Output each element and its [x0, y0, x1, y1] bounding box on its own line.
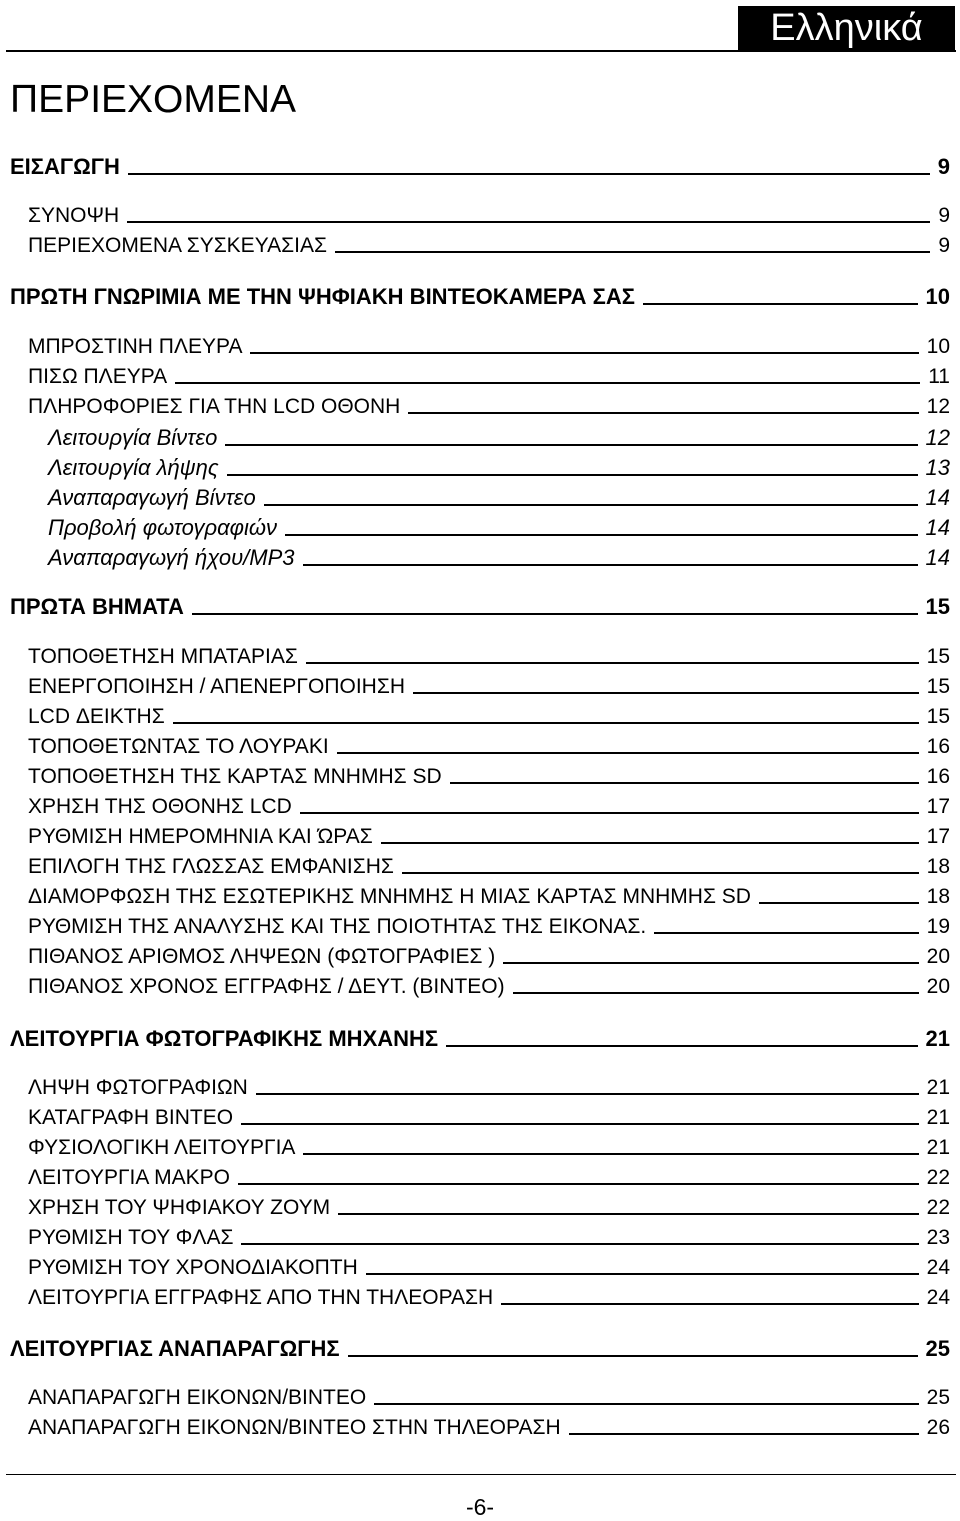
toc-entry[interactable] [28, 1226, 950, 1250]
toc-page-number: 10 [926, 335, 950, 358]
toc-page-number: 24 [926, 1286, 950, 1309]
toc-entry[interactable] [28, 335, 950, 359]
toc-page-number: 20 [926, 945, 950, 968]
toc-page-number: 22 [926, 1166, 950, 1189]
toc-page-number: 22 [926, 1196, 950, 1219]
toc-leader-line [759, 902, 919, 904]
toc-entry-title: ΜΠΡΟΣΤΙΝΗ ΠΛΕΥΡΑ [28, 335, 243, 358]
toc-page-number: 20 [926, 975, 950, 998]
toc-page-number: 14 [925, 515, 950, 540]
toc-page-number: 15 [925, 594, 950, 619]
toc-entry-title: ΠΡΩΤΗ ΓΝΩΡΙΜΙΑ ΜΕ ΤΗΝ ΨΗΦΙΑΚΗ ΒΙΝΤΕΟΚΑΜΕΡΑ ΣΑΣ [10, 284, 635, 309]
toc-entry[interactable] [48, 455, 950, 481]
toc-leader-line [450, 782, 919, 784]
toc-entry[interactable] [28, 204, 950, 228]
toc-page-number: 11 [928, 365, 950, 388]
toc-entry[interactable] [28, 675, 950, 699]
toc-leader-line [300, 812, 919, 814]
toc-entry-title: ΠΡΩΤΑ ΒΗΜΑΤΑ [10, 594, 184, 619]
toc-entry[interactable] [10, 1026, 950, 1052]
toc-leader-line [366, 1273, 919, 1275]
toc-entry[interactable] [28, 705, 950, 729]
toc-entry[interactable] [28, 765, 950, 789]
toc-leader-line [175, 382, 920, 384]
toc-page-number: 18 [926, 855, 950, 878]
toc-leader-line [303, 564, 918, 566]
toc-leader-line [241, 1243, 918, 1245]
toc-entry-title: ΠΙΘΑΝΟΣ ΑΡΙΘΜΟΣ ΛΗΨΕΩΝ (ΦΩΤΟΓΡΑΦΙΕΣ ) [28, 945, 496, 968]
toc-entry[interactable] [28, 1416, 950, 1440]
page-number: -6- [465, 1494, 495, 1520]
toc-entry-title: Λειτουργία Βίντεο [48, 425, 218, 450]
toc-entry-title: ΣΥΝΟΨΗ [28, 204, 120, 227]
toc-entry[interactable] [48, 515, 950, 541]
toc-page-number: 25 [925, 1336, 950, 1361]
header-rule [6, 50, 956, 52]
toc-leader-line [256, 1093, 919, 1095]
toc-page-number: 23 [926, 1226, 950, 1249]
toc-entry-title: ΛΗΨΗ ΦΩΤΟΓΡΑΦΙΩΝ [28, 1076, 248, 1099]
toc-entry-title: ΕΝΕΡΓΟΠΟΙΗΣΗ / ΑΠΕΝΕΡΓΟΠΟΙΗΣΗ [28, 675, 405, 698]
toc-entry[interactable] [28, 945, 950, 969]
toc-leader-line [173, 722, 919, 724]
toc-entry-title: ΤΟΠΟΘΕΤΗΣΗ ΤΗΣ ΚΑΡΤΑΣ ΜΝΗΜΗΣ SD [28, 765, 442, 788]
toc-entry[interactable] [28, 1256, 950, 1280]
toc-page-number: 21 [926, 1076, 950, 1099]
toc-page-number: 17 [926, 795, 950, 818]
toc-entry[interactable] [28, 1136, 950, 1160]
toc-entry[interactable] [28, 1386, 950, 1410]
toc-leader-line [513, 992, 919, 994]
toc-entry-title: Αναπαραγωγή ήχου/MP3 [48, 545, 295, 570]
toc-leader-line [654, 932, 918, 934]
toc-entry[interactable] [28, 645, 950, 669]
toc-entry-title: Αναπαραγωγή Βίντεο [48, 485, 256, 510]
toc-leader-line [303, 1153, 918, 1155]
toc-leader-line [337, 752, 919, 754]
toc-entry-title: ΕΙΣΑΓΩΓΗ [10, 154, 120, 179]
toc-entry-title: ΡΥΘΜΙΣΗ ΤΗΣ ΑΝΑΛΥΣΗΣ ΚΑΙ ΤΗΣ ΠΟΙΟΤΗΤΑΣ ΤΗΣ ΕΙΚΟΝΑΣ. [28, 915, 647, 938]
toc-page-number: 25 [926, 1386, 950, 1409]
toc-page-number: 19 [926, 915, 950, 938]
toc-leader-line [128, 173, 930, 175]
toc-entry[interactable] [28, 855, 950, 879]
toc-entry-title: ΧΡΗΣΗ ΤΟΥ ΨΗΦΙΑΚΟΥ ΖΟΥΜ [28, 1196, 331, 1219]
toc-entry[interactable] [28, 735, 950, 759]
toc-leader-line [192, 613, 918, 615]
toc-entry[interactable] [48, 485, 950, 511]
toc-entry[interactable] [28, 1166, 950, 1190]
toc-leader-line [338, 1213, 919, 1215]
toc-entry-title: ΦΥΣΙΟΛΟΓΙΚΗ ΛΕΙΤΟΥΡΓΙΑ [28, 1136, 296, 1159]
toc-leader-line [264, 504, 918, 506]
toc-page-number: 21 [925, 1026, 950, 1051]
toc-entry[interactable] [28, 1076, 950, 1100]
toc-entry-title: ΑΝΑΠΑΡΑΓΩΓΗ ΕΙΚΟΝΩΝ/ΒΙΝΤΕΟ ΣΤΗΝ ΤΗΛΕΟΡΑΣΗ [28, 1416, 561, 1439]
toc-entry-title: ΤΟΠΟΘΕΤΩΝΤΑΣ ΤΟ ΛΟΥΡΑΚΙ [28, 735, 329, 758]
toc-entry-title: ΡΥΘΜΙΣΗ ΤΟΥ ΦΛΑΣ [28, 1226, 234, 1249]
toc-page-number: 18 [926, 885, 950, 908]
toc-entry[interactable] [48, 425, 950, 451]
toc-leader-line [413, 692, 919, 694]
toc-leader-line [241, 1123, 919, 1125]
toc-entry[interactable] [28, 795, 950, 819]
toc-leader-line [374, 1403, 918, 1405]
toc-page-number: 13 [925, 455, 950, 480]
toc-entry[interactable] [28, 365, 950, 389]
toc-page-number: 12 [926, 395, 950, 418]
toc-entry-title: ΛΕΙΤΟΥΡΓΙΑΣ ΑΝΑΠΑΡΑΓΩΓΗΣ [10, 1336, 340, 1361]
toc-page-number: 21 [926, 1106, 950, 1129]
toc-entry[interactable] [28, 975, 950, 999]
page-title: ΠΕΡΙΕΧΟΜΕΝΑ [10, 78, 297, 121]
toc-entry-title: ΠΙΣΩ ΠΛΕΥΡΑ [28, 365, 168, 388]
toc-page-number: 24 [926, 1256, 950, 1279]
toc-leader-line [569, 1433, 919, 1435]
toc-entry[interactable] [10, 284, 950, 310]
toc-entry[interactable] [28, 885, 950, 909]
toc-leader-line [127, 221, 930, 223]
toc-leader-line [408, 412, 918, 414]
toc-entry[interactable] [10, 594, 950, 620]
toc-entry-title: Προβολή φωτογραφιών [48, 515, 278, 540]
toc-entry-title: ΛΕΙΤΟΥΡΓΙΑ ΕΓΓΡΑΦΗΣ ΑΠΟ ΤΗΝ ΤΗΛΕΟΡΑΣΗ [28, 1286, 494, 1309]
toc-entry-title: ΤΟΠΟΘΕΤΗΣΗ ΜΠΑΤΑΡΙΑΣ [28, 645, 298, 668]
toc-leader-line [503, 962, 918, 964]
toc-leader-line [227, 474, 918, 476]
toc-entry[interactable] [48, 545, 950, 571]
toc-entry-title: Λειτουργία λήψης [48, 455, 219, 480]
toc-page-number: 15 [926, 675, 950, 698]
toc-entry[interactable] [28, 234, 950, 258]
footer-rule [6, 1474, 956, 1475]
toc-entry[interactable] [28, 825, 950, 849]
toc-page-number: 10 [925, 284, 950, 309]
toc-entry-title: ΠΛΗΡΟΦΟΡΙΕΣ ΓΙΑ ΤΗΝ LCD ΟΘΟΝΗ [28, 395, 401, 418]
toc-entry-title: ΠΙΘΑΝΟΣ ΧΡΟΝΟΣ ΕΓΓΡΑΦΗΣ / ΔΕΥΤ. (ΒΙΝΤΕΟ) [28, 975, 505, 998]
toc-leader-line [250, 352, 918, 354]
toc-page-number: 14 [925, 485, 950, 510]
toc-leader-line [446, 1045, 917, 1047]
toc-page-number: 17 [926, 825, 950, 848]
toc-page-number: 16 [926, 765, 950, 788]
toc-entry-title: ΛΕΙΤΟΥΡΓΙΑ ΦΩΤΟΓΡΑΦΙΚΗΣ ΜΗΧΑΝΗΣ [10, 1026, 439, 1051]
toc-entry-title: ΕΠΙΛΟΓΗ ΤΗΣ ΓΛΩΣΣΑΣ ΕΜΦΑΝΙΣΗΣ [28, 855, 394, 878]
toc-page-number: 14 [925, 545, 950, 570]
toc-leader-line [238, 1183, 919, 1185]
toc-leader-line [501, 1303, 918, 1305]
toc-entry-title: ΔΙΑΜΟΡΦΩΣΗ ΤΗΣ ΕΣΩΤΕΡΙΚΗΣ ΜΝΗΜΗΣ Η ΜΙΑΣ ΚΑΡΤΑΣ ΜΝΗΜΗΣ SD [28, 885, 751, 908]
toc-leader-line [643, 303, 918, 305]
toc-entry-title: ΛΕΙΤΟΥΡΓΙΑ ΜΑΚΡΟ [28, 1166, 230, 1189]
toc-page-number: 26 [926, 1416, 950, 1439]
toc-leader-line [348, 1355, 918, 1357]
toc-entry-title: ΧΡΗΣΗ ΤΗΣ ΟΘΟΝΗΣ LCD [28, 795, 292, 818]
toc-page-number: 16 [926, 735, 950, 758]
toc-leader-line [306, 662, 919, 664]
toc-entry[interactable] [10, 154, 950, 180]
toc-leader-line [225, 444, 917, 446]
toc-entry-title: ΡΥΘΜΙΣΗ ΤΟΥ ΧΡΟΝΟΔΙΑΚΟΠΤΗ [28, 1256, 358, 1279]
toc-page-number: 12 [925, 425, 950, 450]
toc-leader-line [402, 872, 919, 874]
toc-entry-title: ΡΥΘΜΙΣΗ ΗΜΕΡΟΜΗΝΙΑ ΚΑΙ ΏΡΑΣ [28, 825, 373, 848]
toc-page-number: 9 [938, 204, 950, 227]
toc-leader-line [285, 534, 918, 536]
toc-page-number: 15 [926, 705, 950, 728]
language-badge: Ελληνικά [738, 6, 955, 51]
toc-entry[interactable] [28, 395, 950, 419]
toc-page-number: 9 [937, 154, 950, 179]
toc-entry-title: ΑΝΑΠΑΡΑΓΩΓΗ ΕΙΚΟΝΩΝ/ΒΙΝΤΕΟ [28, 1386, 367, 1409]
toc-page-number: 15 [926, 645, 950, 668]
toc-page-number: 21 [926, 1136, 950, 1159]
toc-entry[interactable] [10, 1336, 950, 1362]
toc-entry[interactable] [28, 1196, 950, 1220]
toc-entry[interactable] [28, 915, 950, 939]
toc-entry-title: ΚΑΤΑΓΡΑΦΗ ΒΙΝΤΕΟ [28, 1106, 234, 1129]
toc-entry-title: ΠΕΡΙΕΧΟΜΕΝΑ ΣΥΣΚΕΥΑΣΙΑΣ [28, 234, 327, 257]
toc-page-number: 9 [938, 234, 950, 257]
toc-entry[interactable] [28, 1106, 950, 1130]
toc-leader-line [381, 842, 919, 844]
toc-entry-title: LCD ΔΕΙΚΤΗΣ [28, 705, 165, 728]
toc-leader-line [335, 251, 930, 253]
toc-entry[interactable] [28, 1286, 950, 1310]
